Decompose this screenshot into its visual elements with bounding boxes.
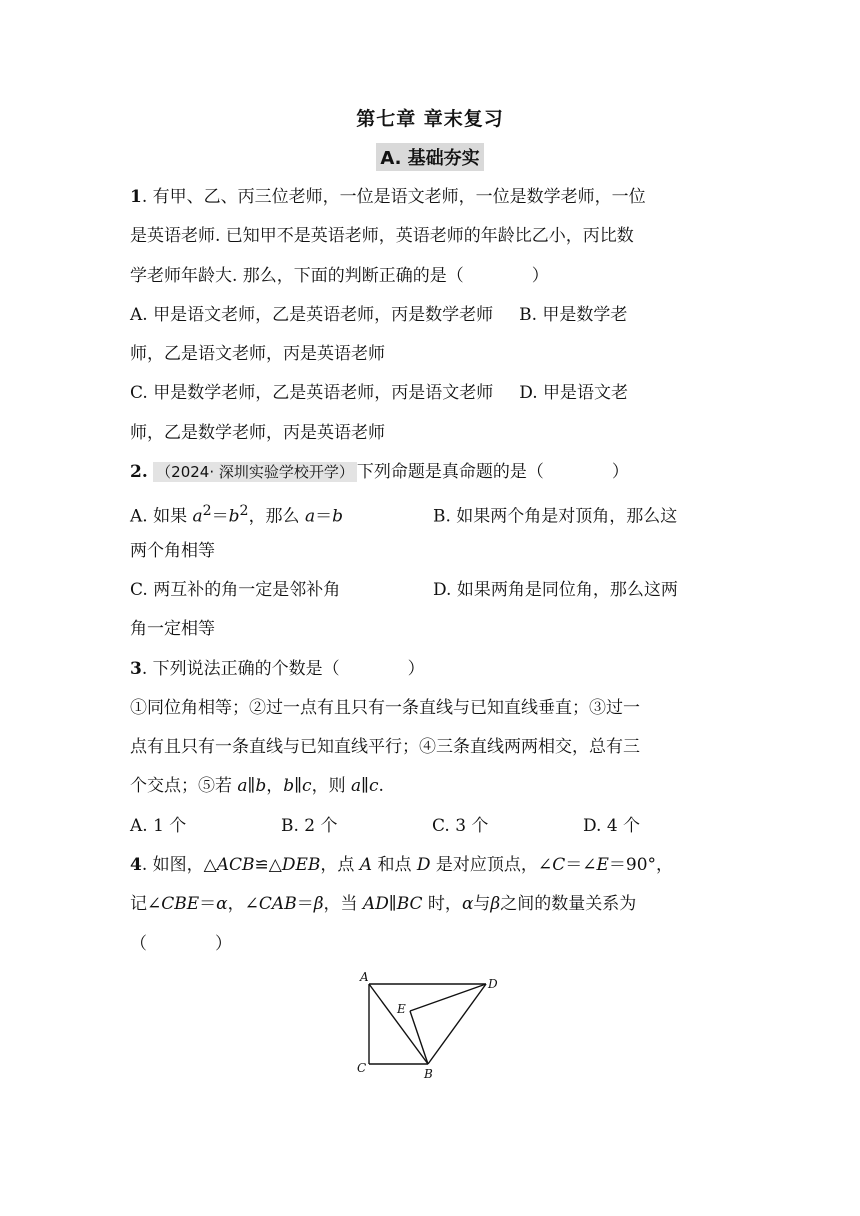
q3-option-d: D. 4 个 <box>583 815 641 836</box>
q2-option-b: B. 如果两个角是对顶角，那么这 <box>433 507 678 528</box>
chapter-title: 第七章 章末复习 <box>356 108 504 130</box>
q4-number: 4 <box>130 855 142 876</box>
q1-option-d: D. 甲是语文老 <box>519 383 629 404</box>
q3-options <box>130 807 734 846</box>
q2-option-c: C. 两互补的角一定是邻补角 <box>130 579 341 600</box>
geometry-figure <box>352 966 512 1086</box>
q3-option-b: B. 2 个 <box>281 815 338 836</box>
q4-stem-line-3: （ ） <box>130 933 232 954</box>
triangle-diagram <box>352 966 512 1086</box>
label-b: B <box>424 1067 433 1081</box>
q1-option-b-cont: 师，乙是语文老师，丙是英语老师 <box>130 344 385 365</box>
q1-stem-line-3: 学老师年龄大. 那么，下面的判断正确的是（ ） <box>130 265 549 286</box>
q1-option-d-cont: 师，乙是数学老师，丙是英语老师 <box>130 422 385 443</box>
q3-body-line-1: ①同位角相等；②过一点有且只有一条直线与已知直线垂直；③过一 <box>130 697 640 718</box>
q4-stem-line-2: 记∠CBE＝α，∠CAB＝β，当 AD∥BC 时，α与β之间的数量关系为 <box>130 894 637 915</box>
q1-option-a: A. 甲是语文老师，乙是英语老师，丙是数学老师 <box>130 304 494 325</box>
section-heading <box>0 143 860 171</box>
label-a: A <box>360 970 369 984</box>
q2-source-badge: （2024· 深圳实验学校开学） <box>153 462 357 482</box>
q2-stem: 2. （2024· 深圳实验学校开学） 下列命题是真命题的是（ ） <box>130 462 629 483</box>
q2-option-d: D. 如果两角是同位角，那么这两 <box>433 579 678 600</box>
label-d: D <box>488 977 498 991</box>
q3-option-a: A. 1 个 <box>130 815 187 836</box>
section-title: A. 基础夯实 <box>376 143 483 171</box>
q1-options-ab <box>130 296 734 335</box>
q2-stem-text: 下列命题是真命题的是（ ） <box>356 462 629 483</box>
q2-options-cd <box>130 571 734 610</box>
question-list <box>130 178 734 964</box>
label-c: C <box>357 1061 367 1075</box>
q1-number: 1 <box>130 187 142 207</box>
q3-number: 3 <box>130 658 142 679</box>
q3-body-line-3: 个交点；⑤若 a∥b，b∥c，则 a∥c. <box>130 776 384 797</box>
label-e: E <box>397 1002 406 1016</box>
q4-stem-line-1: 4. 如图，△ACB≌△DEB，点 A 和点 D 是对应顶点，∠C＝∠E＝90°， <box>130 855 674 876</box>
q2-option-a: A. 如果 $a^2=b^2$，那么 a＝b <box>130 503 343 528</box>
q2-options-ab <box>130 492 734 531</box>
q3-body-line-2: 点有且只有一条直线与已知直线平行；④三条直线两两相交，总有三 <box>130 737 640 758</box>
q3-stem: 3. 下列说法正确的个数是（ ） <box>130 658 425 679</box>
segment-ed <box>410 984 486 1011</box>
q2-option-d-cont: 角一定相等 <box>130 619 215 640</box>
segment-db <box>428 984 486 1064</box>
q2-number: 2 <box>130 462 142 483</box>
q1-stem-line-2: 是英语老师. 已知甲不是英语老师，英语老师的年龄比乙小，丙比数 <box>130 226 634 247</box>
q1-stem-line-1: 1. 有甲、乙、丙三位老师，一位是语文老师，一位是数学老师，一位 <box>130 187 646 207</box>
segment-eb <box>410 1011 428 1064</box>
q3-option-c: C. 3 个 <box>432 815 489 836</box>
q1-option-c: C. 甲是数学老师，乙是英语老师，丙是语文老师 <box>130 383 494 404</box>
segment-ab <box>369 984 428 1064</box>
q2-option-b-cont: 两个角相等 <box>130 540 215 561</box>
q1-options-cd <box>130 374 734 413</box>
q1-option-b: B. 甲是数学老 <box>519 304 628 325</box>
